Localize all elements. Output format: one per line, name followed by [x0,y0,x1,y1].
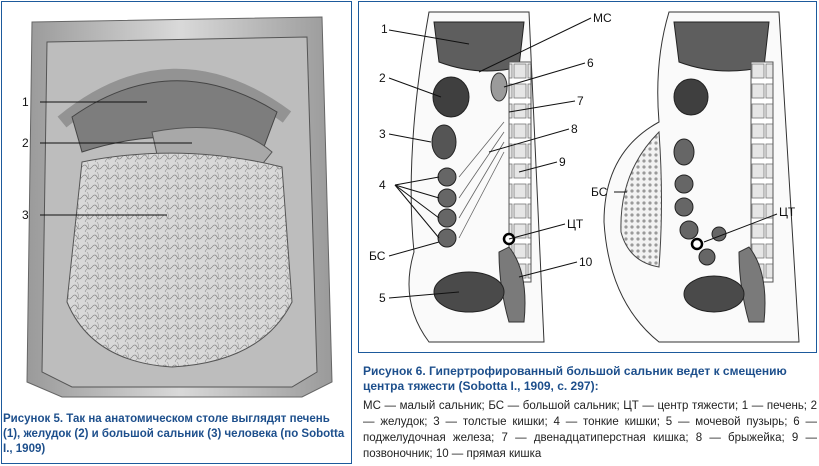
sagittal-hypertrophied [604,12,799,342]
bladder-section [434,272,504,312]
fig6-label-3: 3 [379,127,386,141]
sagittal-normal [409,12,544,342]
fig6-label-ct-right: ЦТ [779,205,796,219]
stomach-section [433,77,469,117]
center-of-gravity-marker-shifted [692,239,702,249]
fig6-label-2: 2 [379,71,386,85]
fig5-label-3: 3 [22,208,29,222]
fig6-label-7: 7 [577,94,584,108]
fig6-label-5: 5 [379,291,386,305]
fig6-label-bs-right: БС [591,185,608,199]
figure-6-panel [358,1,817,353]
fig5-label-2: 2 [22,136,29,150]
figure-5-caption: Рисунок 5. Так на анатомическом столе выглядят печень (1), желудок (2) и большой сальник (3) человека (по Sobotta I., 1909) [3,413,345,455]
fig6-label-8: 8 [571,122,578,136]
greater-omentum [67,153,292,367]
figure-6-title: Рисунок 6. Гипертрофированный большой сальник ведет к смещению центра тяжести (Sobotta I., 1909, с. 297): [363,364,787,393]
fig6-label-ct: ЦТ [567,217,584,231]
fig6-label-4: 4 [379,178,386,192]
fig6-label-ms: МС [593,11,612,25]
figure-5-illustration [2,2,353,412]
fig6-label-6: 6 [587,56,594,70]
fig6-label-1: 1 [381,22,388,36]
fig5-label-1: 1 [22,95,29,109]
fig6-label-10: 10 [579,255,593,269]
fig6-label-9: 9 [559,155,566,169]
figure-6-legend: МС — малый сальник; БС — большой сальник; ЦТ — центр тяжести; 1 — печень; 2 — желудок; 3 — толстые кишки; 4 — тонкие кишки; 5 — мочевой пузырь; 6 — поджелудочная железа; 7 — двенадцатиперстная кишка; 8 — брыжейка; 9 — позвоночник; 10 — прямая кишка [363,400,817,460]
fig6-label-bs: БС [369,249,386,263]
figure-5-panel [1,1,352,464]
figure-6-illustration [359,2,818,354]
